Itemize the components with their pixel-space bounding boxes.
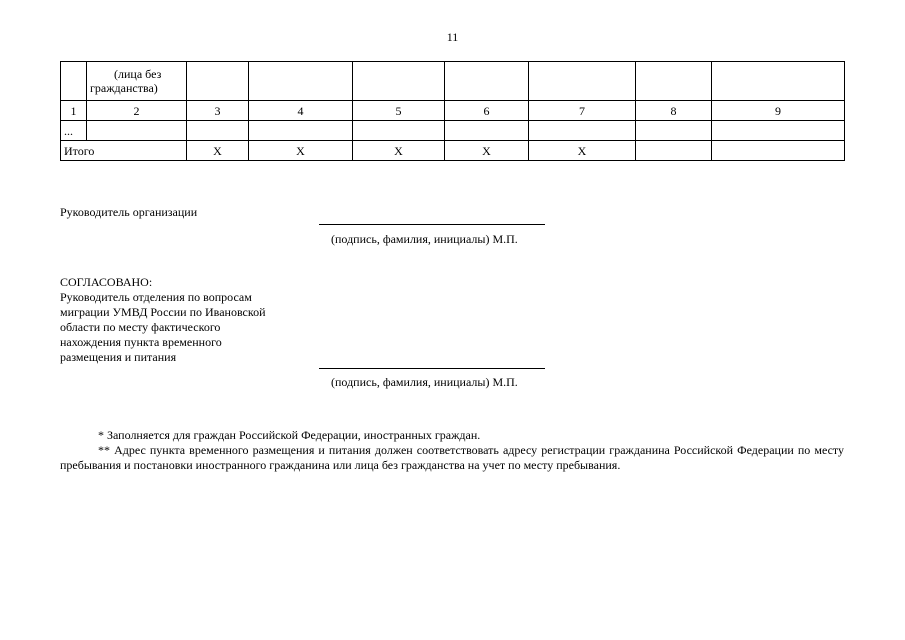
table-cell	[187, 62, 249, 101]
table-cell	[529, 121, 636, 141]
table-row-total	[61, 141, 845, 161]
table-cell	[187, 121, 249, 141]
table-cell	[445, 62, 529, 101]
column-number: 9	[712, 101, 845, 121]
table-row-ellipsis	[61, 121, 845, 141]
signature-line	[319, 368, 545, 369]
table-cell	[529, 62, 636, 101]
agreed-line: области по месту фактического	[60, 320, 221, 334]
column-number: 6	[445, 101, 529, 121]
column-number: 3	[187, 101, 249, 121]
footnote-2: ** Адрес пункта временного размещения и питания должен соответствовать адресу регистрации гражданина Российской Федерации по месту пребывания и постановки иностранного гражданина или лица без гражданства на учет по месту пребывания.	[60, 443, 844, 472]
signature-caption: (подпись, фамилия, инициалы) М.П.	[331, 375, 518, 389]
total-mark: Х	[187, 141, 249, 161]
table-cell	[249, 62, 353, 101]
total-mark: Х	[249, 141, 353, 161]
agreed-line: Руководитель отделения по вопросам	[60, 290, 252, 304]
data-table	[60, 61, 845, 161]
table-cell	[445, 121, 529, 141]
column-number: 7	[529, 101, 636, 121]
total-label: Итого	[61, 141, 187, 161]
table-row-column-numbers	[61, 101, 845, 121]
total-mark: Х	[353, 141, 445, 161]
table-cell	[61, 62, 87, 101]
table-cell	[353, 62, 445, 101]
total-mark: Х	[445, 141, 529, 161]
agreed-title: СОГЛАСОВАНО:	[60, 275, 153, 289]
head-of-organization-label: Руководитель организации	[60, 205, 198, 219]
agreed-block	[60, 275, 300, 365]
table-cell	[353, 121, 445, 141]
total-mark	[636, 141, 712, 161]
signature-line	[319, 224, 545, 225]
header-line: гражданства)	[90, 81, 158, 95]
page-number: 11	[446, 30, 459, 44]
column-number: 2	[87, 101, 187, 121]
column-number: 8	[636, 101, 712, 121]
table-cell	[249, 121, 353, 141]
agreed-line: миграции УМВД России по Ивановской	[60, 305, 266, 319]
table-row-header	[61, 62, 845, 101]
table-cell	[712, 121, 845, 141]
signature-caption: (подпись, фамилия, инициалы) М.П.	[331, 232, 518, 246]
ellipsis-cell: ...	[61, 121, 87, 141]
header-line: (лица без	[114, 67, 162, 81]
total-mark: Х	[529, 141, 636, 161]
column-number: 5	[353, 101, 445, 121]
table-cell	[636, 121, 712, 141]
total-mark	[712, 141, 845, 161]
footnote-1: * Заполняется для граждан Российской Федерации, иностранных граждан.	[98, 428, 481, 442]
column-number: 4	[249, 101, 353, 121]
header-cell-stateless	[87, 62, 187, 101]
table-cell	[712, 62, 845, 101]
table-cell	[636, 62, 712, 101]
table-cell	[87, 121, 187, 141]
agreed-line: размещения и питания	[60, 350, 177, 364]
column-number: 1	[61, 101, 87, 121]
agreed-line: нахождения пункта временного	[60, 335, 222, 349]
